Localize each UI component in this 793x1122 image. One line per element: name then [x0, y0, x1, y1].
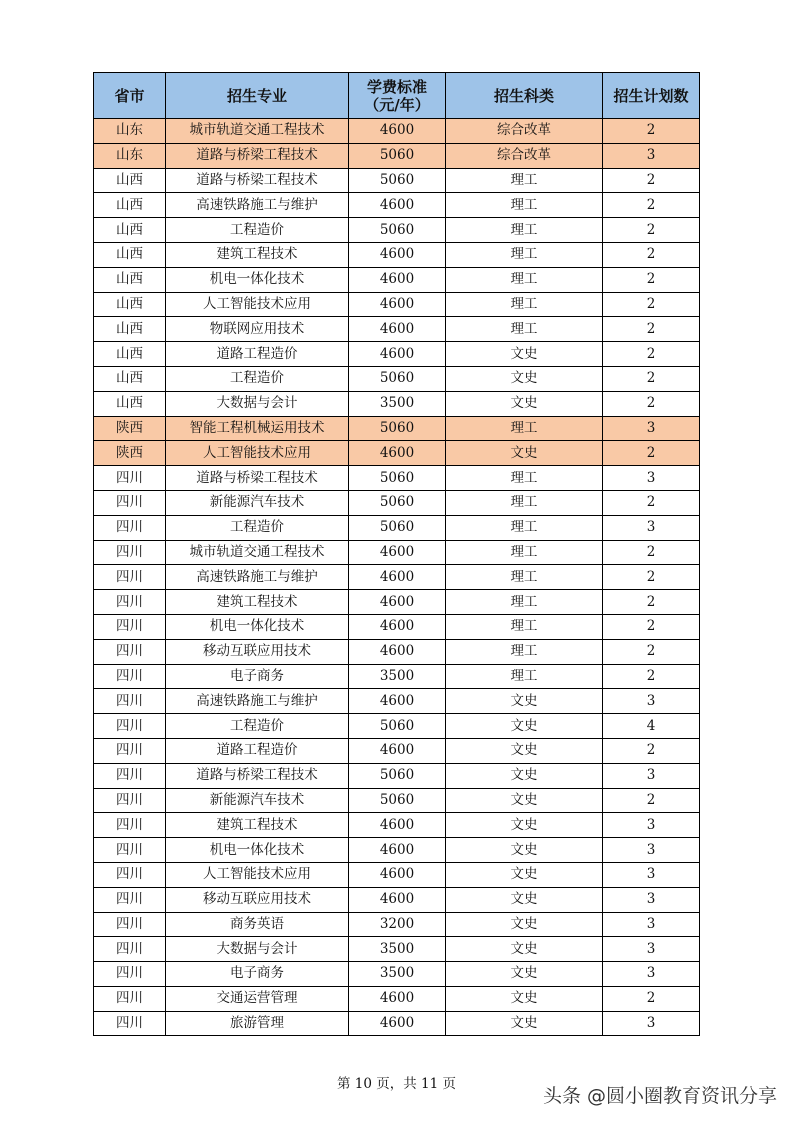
cell-plan: 2 [603, 614, 700, 639]
header-province: 省市 [94, 73, 166, 119]
cell-fee: 4600 [349, 565, 446, 590]
cell-major: 高速铁路施工与维护 [166, 689, 349, 714]
cell-fee: 4600 [349, 441, 446, 466]
cell-province: 四川 [94, 763, 166, 788]
table-row [94, 937, 700, 962]
cell-major: 建筑工程技术 [166, 242, 349, 267]
cell-category: 文史 [446, 986, 603, 1011]
cell-major: 人工智能技术应用 [166, 862, 349, 887]
header-row [94, 73, 700, 119]
cell-plan: 2 [603, 267, 700, 292]
cell-province: 四川 [94, 714, 166, 739]
cell-province: 四川 [94, 862, 166, 887]
cell-province: 四川 [94, 614, 166, 639]
table-row [94, 466, 700, 491]
cell-province: 四川 [94, 887, 166, 912]
cell-major: 道路工程造价 [166, 738, 349, 763]
cell-major: 道路与桥梁工程技术 [166, 763, 349, 788]
table-row [94, 317, 700, 342]
cell-category: 理工 [446, 639, 603, 664]
cell-plan: 2 [603, 590, 700, 615]
cell-major: 工程造价 [166, 714, 349, 739]
cell-fee: 5060 [349, 788, 446, 813]
cell-plan: 3 [603, 466, 700, 491]
table-row [94, 714, 700, 739]
cell-category: 理工 [446, 168, 603, 193]
cell-category: 文史 [446, 441, 603, 466]
cell-category: 理工 [446, 242, 603, 267]
cell-category: 文史 [446, 714, 603, 739]
table-body [94, 119, 700, 1036]
cell-plan: 2 [603, 218, 700, 243]
table-row [94, 862, 700, 887]
cell-plan: 2 [603, 490, 700, 515]
table-row [94, 292, 700, 317]
cell-fee: 4600 [349, 342, 446, 367]
cell-plan: 2 [603, 168, 700, 193]
cell-major: 人工智能技术应用 [166, 292, 349, 317]
cell-category: 理工 [446, 490, 603, 515]
cell-province: 山西 [94, 391, 166, 416]
cell-category: 文史 [446, 391, 603, 416]
cell-major: 工程造价 [166, 366, 349, 391]
header-fee-line2: （元/年） [364, 95, 430, 114]
table-row [94, 763, 700, 788]
cell-major: 机电一体化技术 [166, 838, 349, 863]
table-row [94, 689, 700, 714]
cell-plan: 2 [603, 317, 700, 342]
cell-fee: 3500 [349, 391, 446, 416]
cell-fee: 4600 [349, 887, 446, 912]
cell-category: 理工 [446, 540, 603, 565]
cell-province: 四川 [94, 738, 166, 763]
table-row [94, 242, 700, 267]
cell-plan: 3 [603, 887, 700, 912]
cell-category: 文史 [446, 813, 603, 838]
header-plan: 招生计划数 [603, 73, 700, 119]
cell-category: 理工 [446, 664, 603, 689]
table-row [94, 887, 700, 912]
cell-province: 山西 [94, 218, 166, 243]
table-row [94, 664, 700, 689]
header-major: 招生专业 [166, 73, 349, 119]
cell-major: 工程造价 [166, 218, 349, 243]
cell-category: 文史 [446, 962, 603, 987]
cell-fee: 5060 [349, 168, 446, 193]
table-row [94, 168, 700, 193]
cell-fee: 4600 [349, 813, 446, 838]
cell-province: 山西 [94, 168, 166, 193]
cell-major: 智能工程机械运用技术 [166, 416, 349, 441]
cell-major: 工程造价 [166, 515, 349, 540]
table-row [94, 267, 700, 292]
cell-plan: 2 [603, 342, 700, 367]
cell-province: 四川 [94, 565, 166, 590]
table-row [94, 540, 700, 565]
header-fee-line1: 学费标准 [366, 77, 427, 96]
cell-major: 道路与桥梁工程技术 [166, 143, 349, 168]
cell-plan: 3 [603, 962, 700, 987]
cell-province: 四川 [94, 813, 166, 838]
cell-province: 山西 [94, 317, 166, 342]
table-row [94, 441, 700, 466]
cell-fee: 3500 [349, 962, 446, 987]
cell-fee: 4600 [349, 838, 446, 863]
cell-province: 四川 [94, 590, 166, 615]
cell-fee: 3200 [349, 912, 446, 937]
cell-fee: 4600 [349, 590, 446, 615]
cell-province: 四川 [94, 515, 166, 540]
cell-category: 理工 [446, 193, 603, 218]
table-row [94, 1011, 700, 1036]
cell-category: 理工 [446, 317, 603, 342]
cell-province: 山西 [94, 267, 166, 292]
cell-plan: 2 [603, 565, 700, 590]
cell-fee: 3500 [349, 937, 446, 962]
cell-province: 四川 [94, 490, 166, 515]
cell-fee: 4600 [349, 292, 446, 317]
cell-province: 四川 [94, 986, 166, 1011]
table-row [94, 986, 700, 1011]
cell-major: 城市轨道交通工程技术 [166, 119, 349, 144]
cell-plan: 2 [603, 391, 700, 416]
table-row [94, 218, 700, 243]
page-footer: 第 10 页，共 11 页 [336, 1076, 457, 1092]
cell-fee: 4600 [349, 1011, 446, 1036]
table-row [94, 490, 700, 515]
cell-category: 理工 [446, 565, 603, 590]
cell-province: 陕西 [94, 416, 166, 441]
cell-category: 理工 [446, 292, 603, 317]
cell-province: 山东 [94, 119, 166, 144]
table-row [94, 416, 700, 441]
cell-province: 四川 [94, 664, 166, 689]
cell-category: 文史 [446, 738, 603, 763]
cell-plan: 2 [603, 441, 700, 466]
cell-plan: 2 [603, 738, 700, 763]
cell-province: 四川 [94, 466, 166, 491]
table-row [94, 738, 700, 763]
cell-province: 山西 [94, 366, 166, 391]
cell-category: 文史 [446, 887, 603, 912]
cell-fee: 3500 [349, 664, 446, 689]
cell-major: 城市轨道交通工程技术 [166, 540, 349, 565]
enrollment-table [93, 72, 700, 1036]
cell-plan: 3 [603, 838, 700, 863]
cell-category: 文史 [446, 366, 603, 391]
cell-major: 新能源汽车技术 [166, 788, 349, 813]
cell-major: 新能源汽车技术 [166, 490, 349, 515]
cell-plan: 3 [603, 416, 700, 441]
table-row [94, 342, 700, 367]
table-row [94, 143, 700, 168]
cell-plan: 3 [603, 689, 700, 714]
cell-fee: 5060 [349, 515, 446, 540]
table-row [94, 912, 700, 937]
table-row [94, 788, 700, 813]
cell-category: 理工 [446, 267, 603, 292]
cell-fee: 5060 [349, 466, 446, 491]
cell-category: 文史 [446, 1011, 603, 1036]
cell-major: 道路工程造价 [166, 342, 349, 367]
cell-plan: 2 [603, 540, 700, 565]
cell-province: 四川 [94, 912, 166, 937]
cell-plan: 2 [603, 292, 700, 317]
cell-category: 文史 [446, 838, 603, 863]
cell-category: 文史 [446, 862, 603, 887]
cell-province: 山西 [94, 292, 166, 317]
cell-major: 大数据与会计 [166, 937, 349, 962]
cell-plan: 2 [603, 639, 700, 664]
cell-category: 理工 [446, 590, 603, 615]
cell-category: 理工 [446, 416, 603, 441]
table-header [94, 73, 700, 119]
cell-fee: 5060 [349, 366, 446, 391]
table-row [94, 590, 700, 615]
cell-plan: 3 [603, 1011, 700, 1036]
table-row [94, 813, 700, 838]
cell-province: 山西 [94, 242, 166, 267]
cell-major: 商务英语 [166, 912, 349, 937]
cell-province: 四川 [94, 838, 166, 863]
cell-major: 建筑工程技术 [166, 590, 349, 615]
cell-plan: 3 [603, 862, 700, 887]
cell-category: 理工 [446, 218, 603, 243]
cell-major: 物联网应用技术 [166, 317, 349, 342]
cell-major: 高速铁路施工与维护 [166, 565, 349, 590]
cell-plan: 2 [603, 366, 700, 391]
cell-plan: 3 [603, 763, 700, 788]
cell-fee: 4600 [349, 317, 446, 342]
table-row [94, 193, 700, 218]
cell-category: 理工 [446, 515, 603, 540]
header-category: 招生科类 [446, 73, 603, 119]
cell-category: 理工 [446, 466, 603, 491]
cell-category: 综合改革 [446, 143, 603, 168]
cell-plan: 2 [603, 119, 700, 144]
cell-category: 文史 [446, 788, 603, 813]
cell-province: 山西 [94, 342, 166, 367]
cell-fee: 4600 [349, 986, 446, 1011]
table-row [94, 565, 700, 590]
cell-category: 文史 [446, 937, 603, 962]
cell-plan: 2 [603, 664, 700, 689]
cell-major: 旅游管理 [166, 1011, 349, 1036]
cell-province: 四川 [94, 788, 166, 813]
cell-category: 文史 [446, 912, 603, 937]
header-fee [349, 73, 446, 119]
table-row [94, 366, 700, 391]
cell-plan: 2 [603, 986, 700, 1011]
cell-province: 四川 [94, 937, 166, 962]
cell-fee: 5060 [349, 416, 446, 441]
cell-fee: 5060 [349, 218, 446, 243]
table-row [94, 614, 700, 639]
cell-major: 移动互联应用技术 [166, 639, 349, 664]
cell-fee: 5060 [349, 143, 446, 168]
cell-plan: 3 [603, 515, 700, 540]
cell-major: 交通运营管理 [166, 986, 349, 1011]
cell-category: 综合改革 [446, 119, 603, 144]
cell-fee: 4600 [349, 614, 446, 639]
cell-fee: 4600 [349, 267, 446, 292]
cell-category: 文史 [446, 689, 603, 714]
cell-major: 机电一体化技术 [166, 267, 349, 292]
cell-major: 道路与桥梁工程技术 [166, 466, 349, 491]
cell-province: 四川 [94, 962, 166, 987]
cell-fee: 4600 [349, 119, 446, 144]
cell-fee: 4600 [349, 193, 446, 218]
cell-plan: 2 [603, 242, 700, 267]
cell-plan: 3 [603, 813, 700, 838]
cell-fee: 5060 [349, 714, 446, 739]
cell-province: 陕西 [94, 441, 166, 466]
cell-fee: 4600 [349, 689, 446, 714]
cell-fee: 4600 [349, 862, 446, 887]
cell-plan: 4 [603, 714, 700, 739]
cell-category: 理工 [446, 614, 603, 639]
watermark: 头条 @圆小圈教育资讯分享 [542, 1085, 777, 1107]
cell-major: 电子商务 [166, 962, 349, 987]
cell-major: 道路与桥梁工程技术 [166, 168, 349, 193]
cell-major: 高速铁路施工与维护 [166, 193, 349, 218]
table-row [94, 838, 700, 863]
table-row [94, 515, 700, 540]
cell-category: 文史 [446, 763, 603, 788]
table-row [94, 391, 700, 416]
table-row [94, 639, 700, 664]
cell-plan: 3 [603, 912, 700, 937]
cell-province: 四川 [94, 689, 166, 714]
cell-major: 大数据与会计 [166, 391, 349, 416]
cell-province: 四川 [94, 639, 166, 664]
cell-fee: 4600 [349, 738, 446, 763]
cell-major: 建筑工程技术 [166, 813, 349, 838]
cell-category: 文史 [446, 342, 603, 367]
cell-major: 人工智能技术应用 [166, 441, 349, 466]
cell-province: 山西 [94, 193, 166, 218]
cell-plan: 2 [603, 193, 700, 218]
cell-plan: 2 [603, 788, 700, 813]
table-row [94, 962, 700, 987]
cell-fee: 4600 [349, 242, 446, 267]
cell-fee: 5060 [349, 490, 446, 515]
cell-major: 机电一体化技术 [166, 614, 349, 639]
cell-major: 电子商务 [166, 664, 349, 689]
cell-plan: 3 [603, 143, 700, 168]
cell-fee: 4600 [349, 540, 446, 565]
cell-province: 四川 [94, 540, 166, 565]
cell-fee: 5060 [349, 763, 446, 788]
table-row [94, 119, 700, 144]
cell-province: 四川 [94, 1011, 166, 1036]
cell-plan: 3 [603, 937, 700, 962]
cell-province: 山东 [94, 143, 166, 168]
cell-major: 移动互联应用技术 [166, 887, 349, 912]
cell-fee: 4600 [349, 639, 446, 664]
